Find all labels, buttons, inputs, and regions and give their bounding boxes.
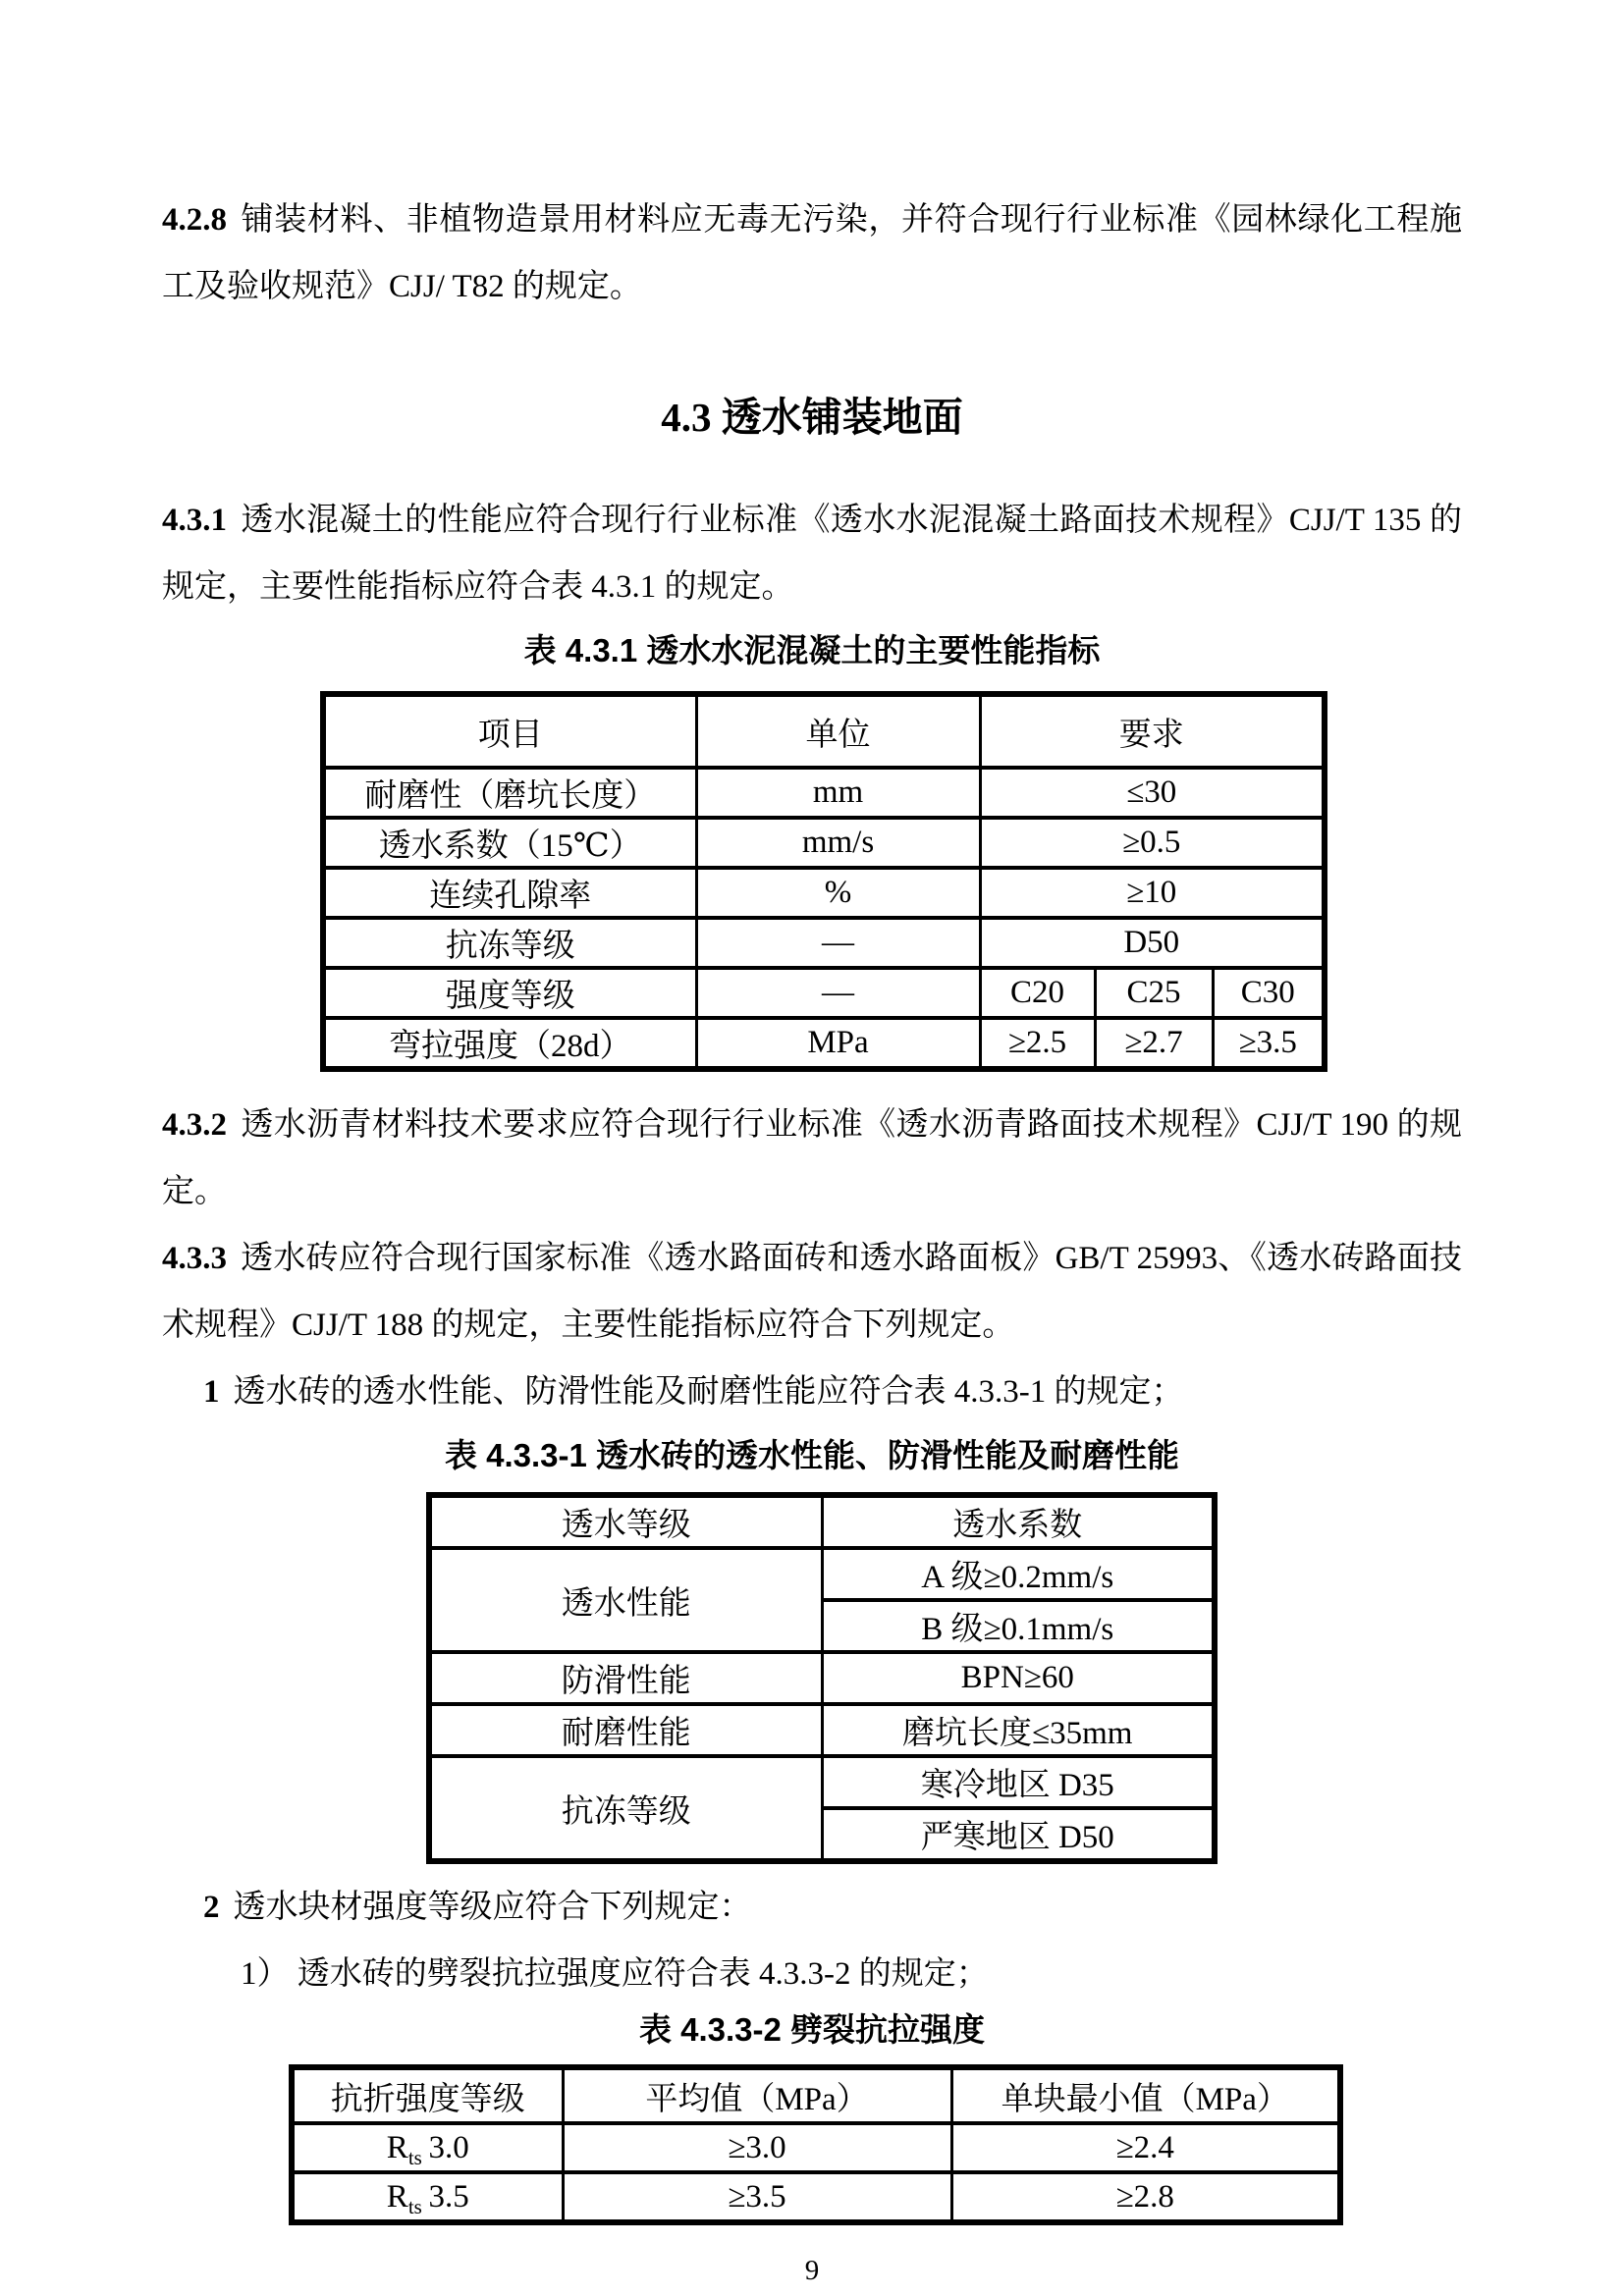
table-cell: BPN≥60 bbox=[822, 1652, 1215, 1704]
table-cell: D50 bbox=[980, 918, 1325, 968]
section-4.3.1-number: 4.3.1 bbox=[162, 503, 227, 538]
table-cell: 透水系数（15℃） bbox=[323, 818, 696, 868]
table-row bbox=[323, 918, 1325, 968]
table-cell: 寒冷地区 D35 bbox=[822, 1756, 1215, 1808]
table-cell: 抗冻等级 bbox=[323, 918, 696, 968]
section-4.3.2-number: 4.3.2 bbox=[162, 1107, 227, 1143]
table-row bbox=[323, 868, 1325, 918]
section-4.3.2-text: 透水沥青材料技术要求应符合现行行业标准《透水沥青路面技术规程》CJJ/T 190 的规定。 bbox=[162, 1107, 1462, 1209]
list-item-1-number: 1 bbox=[203, 1374, 220, 1410]
table-cell: 磨坑长度≤35mm bbox=[822, 1704, 1215, 1756]
table-cell: B 级≥0.1mm/s bbox=[822, 1600, 1215, 1652]
table-row bbox=[323, 818, 1325, 868]
table-cell: A 级≥0.2mm/s bbox=[822, 1548, 1215, 1600]
column-header-permeability-coefficient: 透水系数 bbox=[822, 1495, 1215, 1548]
table-4.3.1 bbox=[320, 691, 1327, 1072]
column-header-item: 项目 bbox=[323, 694, 696, 768]
table-cell: 弯拉强度（28d） bbox=[323, 1018, 696, 1069]
page-number: 9 bbox=[804, 2255, 820, 2286]
table-cell: MPa bbox=[696, 1018, 980, 1069]
table-cell-strength-grade bbox=[292, 2123, 563, 2172]
table-cell: ≥10 bbox=[980, 868, 1325, 918]
table-cell: C30 bbox=[1213, 968, 1325, 1018]
table-row bbox=[323, 694, 1325, 768]
section-4.2.8-text: 铺装材料、非植物造景用材料应无毒无污染，并符合现行行业标准《园林绿化工程施工及验收规范》CJJ/ T82 的规定。 bbox=[162, 202, 1462, 304]
grade-value: 3.0 bbox=[428, 2129, 469, 2165]
list-item-2-text: 透水块材强度等级应符合下列规定： bbox=[233, 1890, 752, 1925]
column-header-strength-grade: 抗折强度等级 bbox=[292, 2067, 563, 2123]
table-row bbox=[323, 768, 1325, 818]
grade-symbol: R bbox=[386, 2178, 408, 2215]
list-subitem-1: 1） 透水砖的劈裂抗拉强度应符合表 4.3.3-2 的规定； bbox=[241, 1956, 989, 1992]
table-cell: ≥2.5 bbox=[980, 1018, 1095, 1069]
table-cell: ≤30 bbox=[980, 768, 1325, 818]
table-row bbox=[323, 1018, 1325, 1069]
table-row bbox=[429, 1652, 1215, 1704]
table-cell: 透水性能 bbox=[429, 1548, 822, 1652]
grade-symbol: R bbox=[386, 2129, 408, 2165]
list-item-1-text: 透水砖的透水性能、防滑性能及耐磨性能应符合表 4.3.3-1 的规定； bbox=[233, 1374, 1184, 1410]
table-cell: 抗冻等级 bbox=[429, 1756, 822, 1861]
table-row bbox=[323, 968, 1325, 1018]
section-4.3.3-text: 透水砖应符合现行国家标准《透水路面砖和透水路面板》GB/T 25993、《透水砖路面技术规程》CJJ/T 188 的规定，主要性能指标应符合下列规定。 bbox=[162, 1241, 1462, 1343]
table-cell: — bbox=[696, 918, 980, 968]
column-header-requirement: 要求 bbox=[980, 694, 1325, 768]
table-cell: mm/s bbox=[696, 818, 980, 868]
table-4.3.3-1-title: 表 4.3.3-1 透水砖的透水性能、防滑性能及耐磨性能 bbox=[444, 1437, 1180, 1473]
list-item-2 bbox=[203, 1874, 1462, 1941]
column-header-minimum: 单块最小值（MPa） bbox=[951, 2067, 1340, 2123]
table-row bbox=[429, 1704, 1215, 1756]
section-4.2.8-number: 4.2.8 bbox=[162, 202, 227, 238]
section-4.3.1-text: 透水混凝土的性能应符合现行行业标准《透水水泥混凝土路面技术规程》CJJ/T 135 的规定，主要性能指标应符合表 4.3.1 的规定。 bbox=[162, 503, 1462, 605]
table-cell: ≥0.5 bbox=[980, 818, 1325, 868]
table-cell: — bbox=[696, 968, 980, 1018]
table-row bbox=[429, 1548, 1215, 1600]
column-header-unit: 单位 bbox=[696, 694, 980, 768]
table-cell: 防滑性能 bbox=[429, 1652, 822, 1704]
table-cell: 强度等级 bbox=[323, 968, 696, 1018]
list-item-2-number: 2 bbox=[203, 1890, 220, 1925]
table-cell: ≥3.5 bbox=[563, 2172, 951, 2222]
table-cell: 耐磨性（磨坑长度） bbox=[323, 768, 696, 818]
table-row bbox=[292, 2123, 1340, 2172]
column-header-average: 平均值（MPa） bbox=[563, 2067, 951, 2123]
table-row bbox=[429, 1495, 1215, 1548]
grade-subscript: ts bbox=[407, 2145, 422, 2169]
table-4.3.3-2-title: 表 4.3.3-2 劈裂抗拉强度 bbox=[638, 2011, 986, 2048]
section-4.3.3 bbox=[162, 1225, 1462, 1359]
section-4.2.8 bbox=[162, 187, 1462, 320]
table-4.3.3-1 bbox=[426, 1492, 1218, 1864]
section-4.3.3-number: 4.3.3 bbox=[162, 1241, 227, 1276]
table-cell: ≥2.8 bbox=[951, 2172, 1340, 2222]
table-row bbox=[429, 1756, 1215, 1808]
table-cell: ≥3.5 bbox=[1213, 1018, 1325, 1069]
section-4.3.1 bbox=[162, 487, 1462, 620]
table-cell: 严寒地区 D50 bbox=[822, 1808, 1215, 1861]
section-4.3-heading: 4.3 透水铺装地面 bbox=[661, 395, 963, 440]
table-cell: C20 bbox=[980, 968, 1095, 1018]
grade-value: 3.5 bbox=[428, 2178, 469, 2215]
list-item-1 bbox=[203, 1359, 1462, 1425]
table-cell: ≥3.0 bbox=[563, 2123, 951, 2172]
table-4.3.1-title: 表 4.3.1 透水水泥混凝土的主要性能指标 bbox=[523, 632, 1101, 668]
table-cell: 耐磨性能 bbox=[429, 1704, 822, 1756]
table-4.3.3-2 bbox=[289, 2064, 1343, 2225]
table-cell: mm bbox=[696, 768, 980, 818]
table-cell: ≥2.4 bbox=[951, 2123, 1340, 2172]
table-cell: % bbox=[696, 868, 980, 918]
table-cell-strength-grade bbox=[292, 2172, 563, 2222]
table-cell: C25 bbox=[1095, 968, 1213, 1018]
table-row bbox=[292, 2172, 1340, 2222]
table-row bbox=[292, 2067, 1340, 2123]
section-4.3.2 bbox=[162, 1092, 1462, 1225]
column-header-permeability-grade: 透水等级 bbox=[429, 1495, 822, 1548]
table-cell: ≥2.7 bbox=[1095, 1018, 1213, 1069]
table-cell: 连续孔隙率 bbox=[323, 868, 696, 918]
grade-subscript: ts bbox=[407, 2194, 422, 2218]
